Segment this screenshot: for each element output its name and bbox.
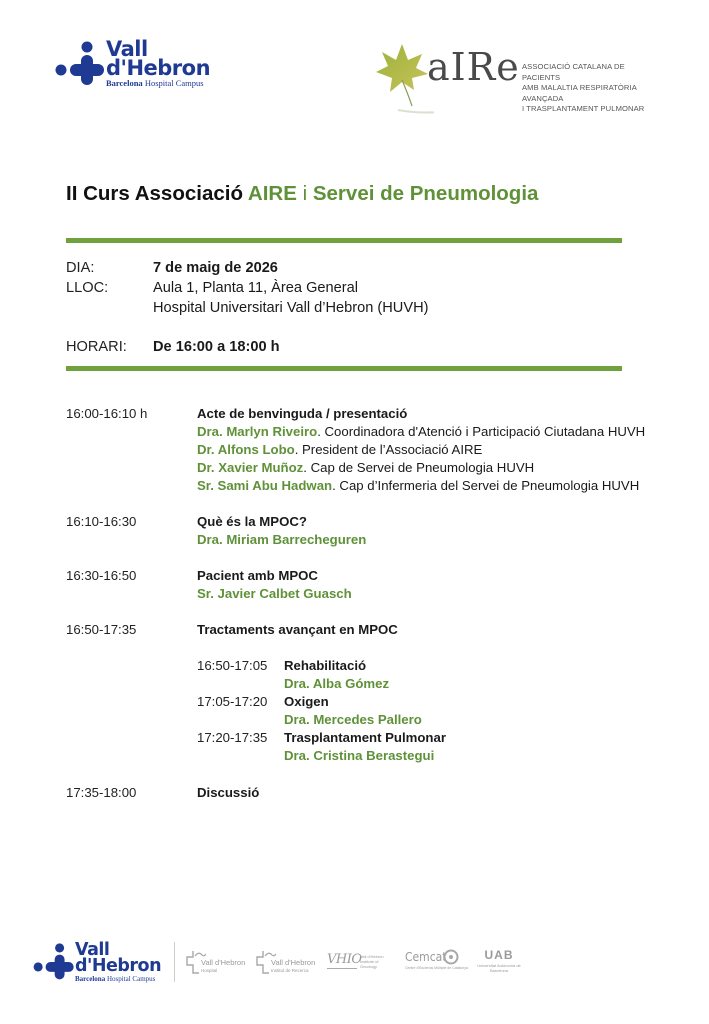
speaker-line: Dr. Xavier Muñoz. Cap de Servei de Pneumologia HUVH [197, 460, 535, 475]
logo-line1: Vall [75, 940, 110, 960]
session-title: Trasplantament Pulmonar [284, 730, 446, 745]
dia-label: DIA: [66, 260, 95, 276]
divider-rule [66, 238, 622, 243]
vall-hebron-cross-icon [54, 41, 104, 87]
session-time: 17:05-17:20 [197, 694, 268, 709]
lloc-line2: Hospital Universitari Vall d’Hebron (HUVH) [153, 300, 429, 316]
logo-line2: d'Hebron [75, 955, 162, 976]
logo-subtitle: Barcelona Hospital Campus [106, 77, 204, 88]
horari-value: De 16:00 a 18:00 h [153, 339, 280, 355]
program-title: Tractaments avançant en MPOC [197, 622, 398, 637]
program-time: 16:30-16:50 [66, 568, 137, 583]
logo-subtitle: Barcelona Hospital Campus [75, 974, 156, 983]
speaker-name: Dra. Alba Gómez [284, 676, 390, 691]
program-title: Acte de benvinguda / presentació [197, 406, 408, 421]
divider-rule [66, 366, 622, 371]
session-title: Rehabilitació [284, 658, 367, 673]
program-title: Discussió [197, 785, 260, 800]
aire-tagline: ASSOCIACIÓ CATALANA DE PACIENTS AMB MALALTIA RESPIRATÒRIA AVANÇADA I TRASPLANTAMENT PULMONAR [522, 62, 645, 113]
session-time: 16:50-17:05 [197, 658, 268, 673]
aire-logo [372, 40, 662, 120]
lloc-label: LLOC: [66, 280, 109, 296]
vall-hebron-cross-icon [32, 943, 74, 981]
program-title: Què és la MPOC? [197, 514, 307, 529]
speaker-line: Sr. Sami Abu Hadwan. Cap d’Infermeria del Servei de Pneumologia HUVH [197, 478, 640, 493]
session-title: Oxigen [284, 694, 329, 709]
speaker-name: Dra. Mercedes Pallero [284, 712, 422, 727]
program-time: 16:00-16:10 h [66, 406, 148, 421]
session-time: 17:20-17:35 [197, 730, 268, 745]
speaker-name: Dra. Miriam Barrecheguren [197, 532, 367, 547]
horari-label: HORARI: [66, 339, 127, 355]
program-time: 17:35-18:00 [66, 785, 137, 800]
logo-line2: d'Hebron [106, 55, 211, 80]
vall-hebron-logo [54, 37, 211, 88]
maple-leaf-icon [372, 40, 434, 115]
lloc-line1: Aula 1, Planta 11, Àrea General [153, 280, 358, 296]
speaker-name: Sr. Javier Calbet Guasch [197, 586, 352, 601]
page-title: II Curs Associació AIRE i Servei de Pneumologia [66, 182, 539, 205]
footer-divider [174, 942, 175, 982]
program-time: 16:10-16:30 [66, 514, 137, 529]
speaker-line: Dr. Alfons Lobo. President de l’Associació AIRE [197, 442, 483, 457]
dia-value: 7 de maig de 2026 [153, 260, 278, 276]
footer-logo-uab: UAB Universitat Autònoma de Barcelona [477, 948, 521, 973]
footer-vall-hebron-logo [32, 940, 162, 983]
program-title: Pacient amb MPOC [197, 568, 318, 583]
aire-wordmark: aIRe [427, 45, 520, 89]
program-time: 16:50-17:35 [66, 622, 137, 637]
logo-line1: Vall [106, 37, 148, 61]
speaker-line: Dra. Marlyn Riveiro. Coordinadora d'Atenció i Participació Ciutadana HUVH [197, 424, 646, 439]
speaker-name: Dra. Cristina Berastegui [284, 748, 435, 763]
cemcat-eye-icon [443, 949, 459, 965]
